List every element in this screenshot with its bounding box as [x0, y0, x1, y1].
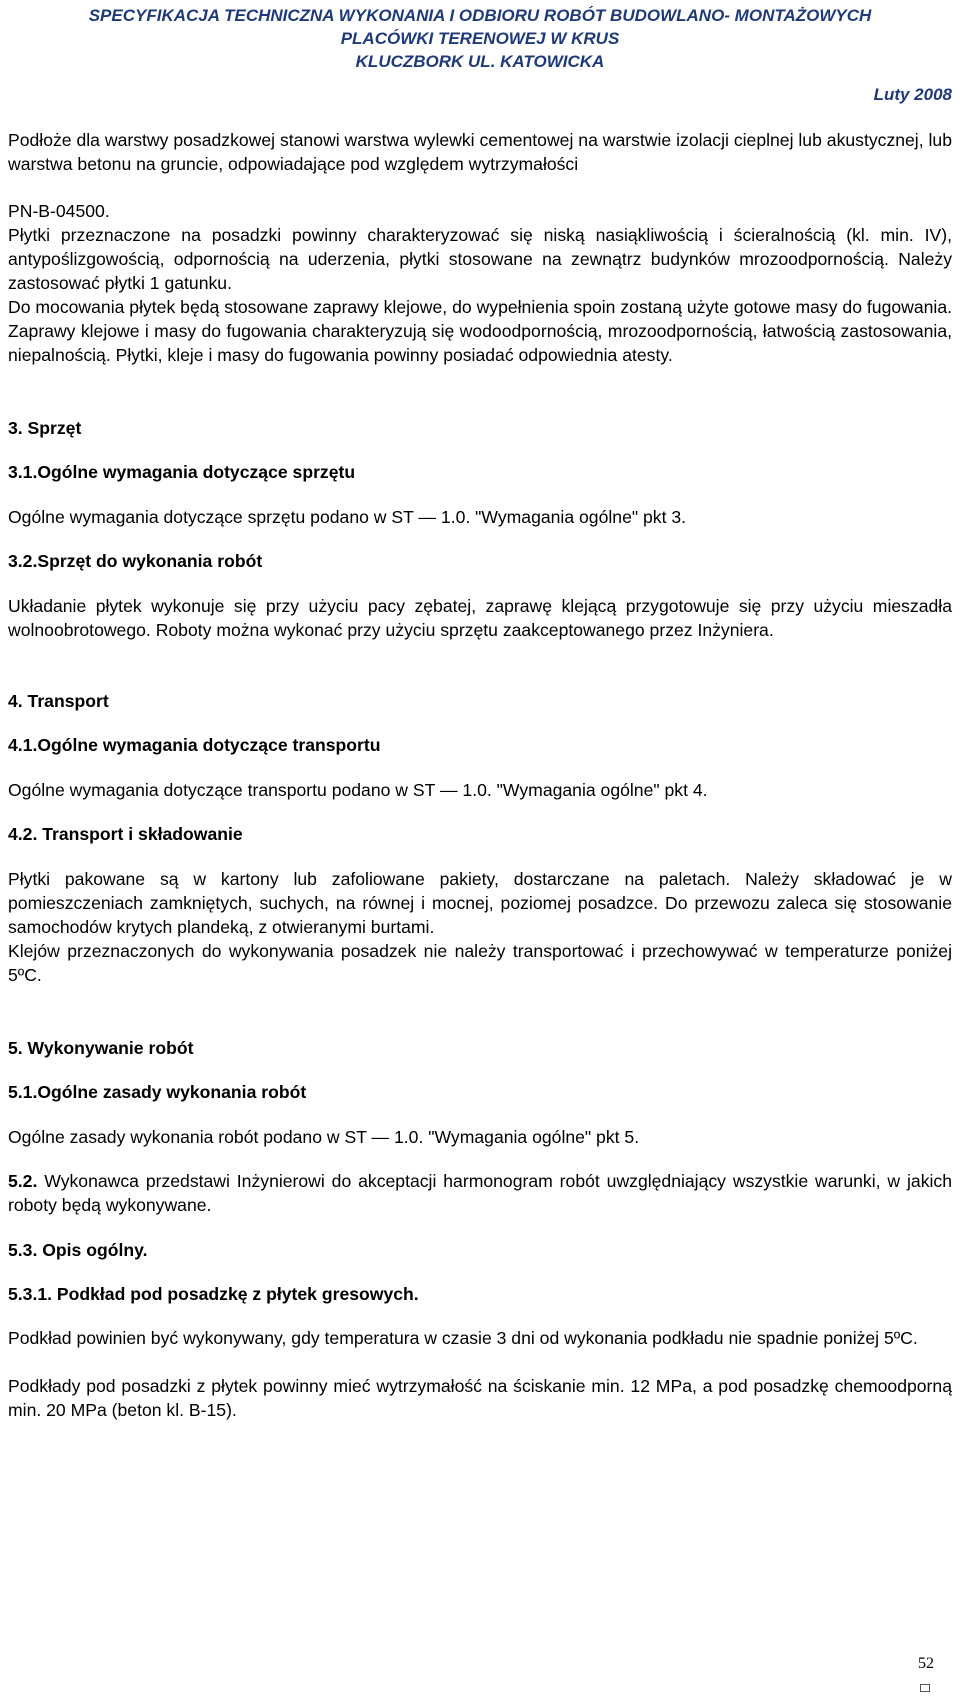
heading-general-description: 5.3. Opis ogólny.: [8, 1240, 148, 1260]
paragraph-substrate-temperature: Podkład powinien być wykonywany, gdy temperatura w czasie 3 dni od wykonania podkładu nie spadnie poniżej 5ºC.: [8, 1328, 918, 1348]
paragraph-equipment-works: Układanie płytek wykonuje się przy użyciu pacy zębatej, zaprawę klejącą przygotowuje się przy użyciu mieszadła wolnoobrotowego. Roboty można wykonać przy użyciu sprzętu zaakceptowanego przez Inżyniera.: [8, 596, 952, 640]
heading-transport-general: 4.1.Ogólne wymagania dotyczące transportu: [8, 735, 381, 755]
header-title-line3: KLUCZBORK UL. KATOWICKA: [355, 52, 605, 71]
paragraph-adhesives: Do mocowania płytek będą stosowane zaprawy klejowe, do wypełnienia spoin zostaną użyte gotowe masy do fugowania. Zaprawy klejowe i masy do fugowania charakteryzują się wodoodpornością, mrozoodpornością, łatwością zastosowania, niepalnością. Płytki, kleje i masy do fugowania powinny posiadać odpowiednia atesty.: [8, 297, 952, 365]
paragraph-equipment-general: Ogólne wymagania dotyczące sprzętu podano w ST — 1.0. "Wymagania ogólne" pkt 3.: [8, 507, 687, 527]
paragraph-norm: PN-B-04500.: [8, 201, 110, 221]
page-number: 52: [918, 1655, 934, 1672]
paragraph-transport-general: Ogólne wymagania dotyczące transportu podano w ST — 1.0. "Wymagania ogólne" pkt 4.: [8, 780, 708, 800]
header-date: Luty 2008: [873, 85, 952, 104]
heading-equipment-general: 3.1.Ogólne wymagania dotyczące sprzętu: [8, 462, 356, 482]
paragraph-transport-storage: Płytki pakowane są w kartony lub zafoliowane pakiety, dostarczane na paletach. Należy składować je w pomieszczeniach zamkniętych, suchych, na równej i mocnej, poziomej posadzce. Do przewozu zaleca się stosowanie samochodów krytych plandeką, z otwieranymi burtami.: [8, 869, 952, 937]
paragraph-schedule-text: Wykonawca przedstawi Inżynierowi do akceptacji harmonogram robót uwzględniający wszystkie warunki, w jakich roboty będą wykonywane.: [8, 1171, 952, 1215]
page-marker-icon: [920, 1684, 930, 1692]
heading-equipment-works: 3.2.Sprzęt do wykonania robót: [8, 551, 263, 571]
heading-execution: 5. Wykonywanie robót: [8, 1038, 194, 1058]
paragraph-substrate: Podłoże dla warstwy posadzkowej stanowi warstwa wylewki cementowej na warstwie izolacji cieplnej lub akustycznej, lub warstwa betonu na gruncie, odpowiadające pod względem wytrzymałości: [8, 130, 952, 174]
heading-transport: 4. Transport: [8, 691, 109, 711]
heading-equipment: 3. Sprzęt: [8, 418, 82, 438]
paragraph-schedule: [8, 1170, 952, 1218]
header-title-line1: SPECYFIKACJA TECHNICZNA WYKONANIA I ODBIORU ROBÓT BUDOWLANO- MONTAŻOWYCH: [88, 6, 872, 25]
heading-transport-storage: 4.2. Transport i składowanie: [8, 824, 243, 844]
header-title-line2: PLACÓWKI TERENOWEJ W KRUS: [340, 29, 620, 48]
paragraph-schedule-number: 5.2.: [8, 1171, 38, 1191]
heading-execution-general: 5.1.Ogólne zasady wykonania robót: [8, 1082, 307, 1102]
paragraph-substrate-strength: Podkłady pod posadzki z płytek powinny mieć wytrzymałość na ściskanie min. 12 MPa, a pod posadzkę chemoodporną min. 20 MPa (beton kl. B-15).: [8, 1376, 952, 1420]
paragraph-adhesive-storage: Klejów przeznaczonych do wykonywania posadzek nie należy transportować i przechowywać w temperaturze poniżej 5ºC.: [8, 941, 952, 985]
paragraph-execution-general: Ogólne zasady wykonania robót podano w ST — 1.0. "Wymagania ogólne" pkt 5.: [8, 1127, 640, 1147]
heading-substrate-tiles: 5.3.1. Podkład pod posadzkę z płytek gresowych.: [8, 1284, 419, 1304]
paragraph-tiles: Płytki przeznaczone na posadzki powinny charakteryzować się niską nasiąkliwością i ścieralnością (kl. min. IV), antypoślizgowością, odpornością na uderzenia, płytki stosowane na zewnątrz budynków mrozoodpornością. Należy zastosować płytki 1 gatunku.: [8, 225, 952, 293]
